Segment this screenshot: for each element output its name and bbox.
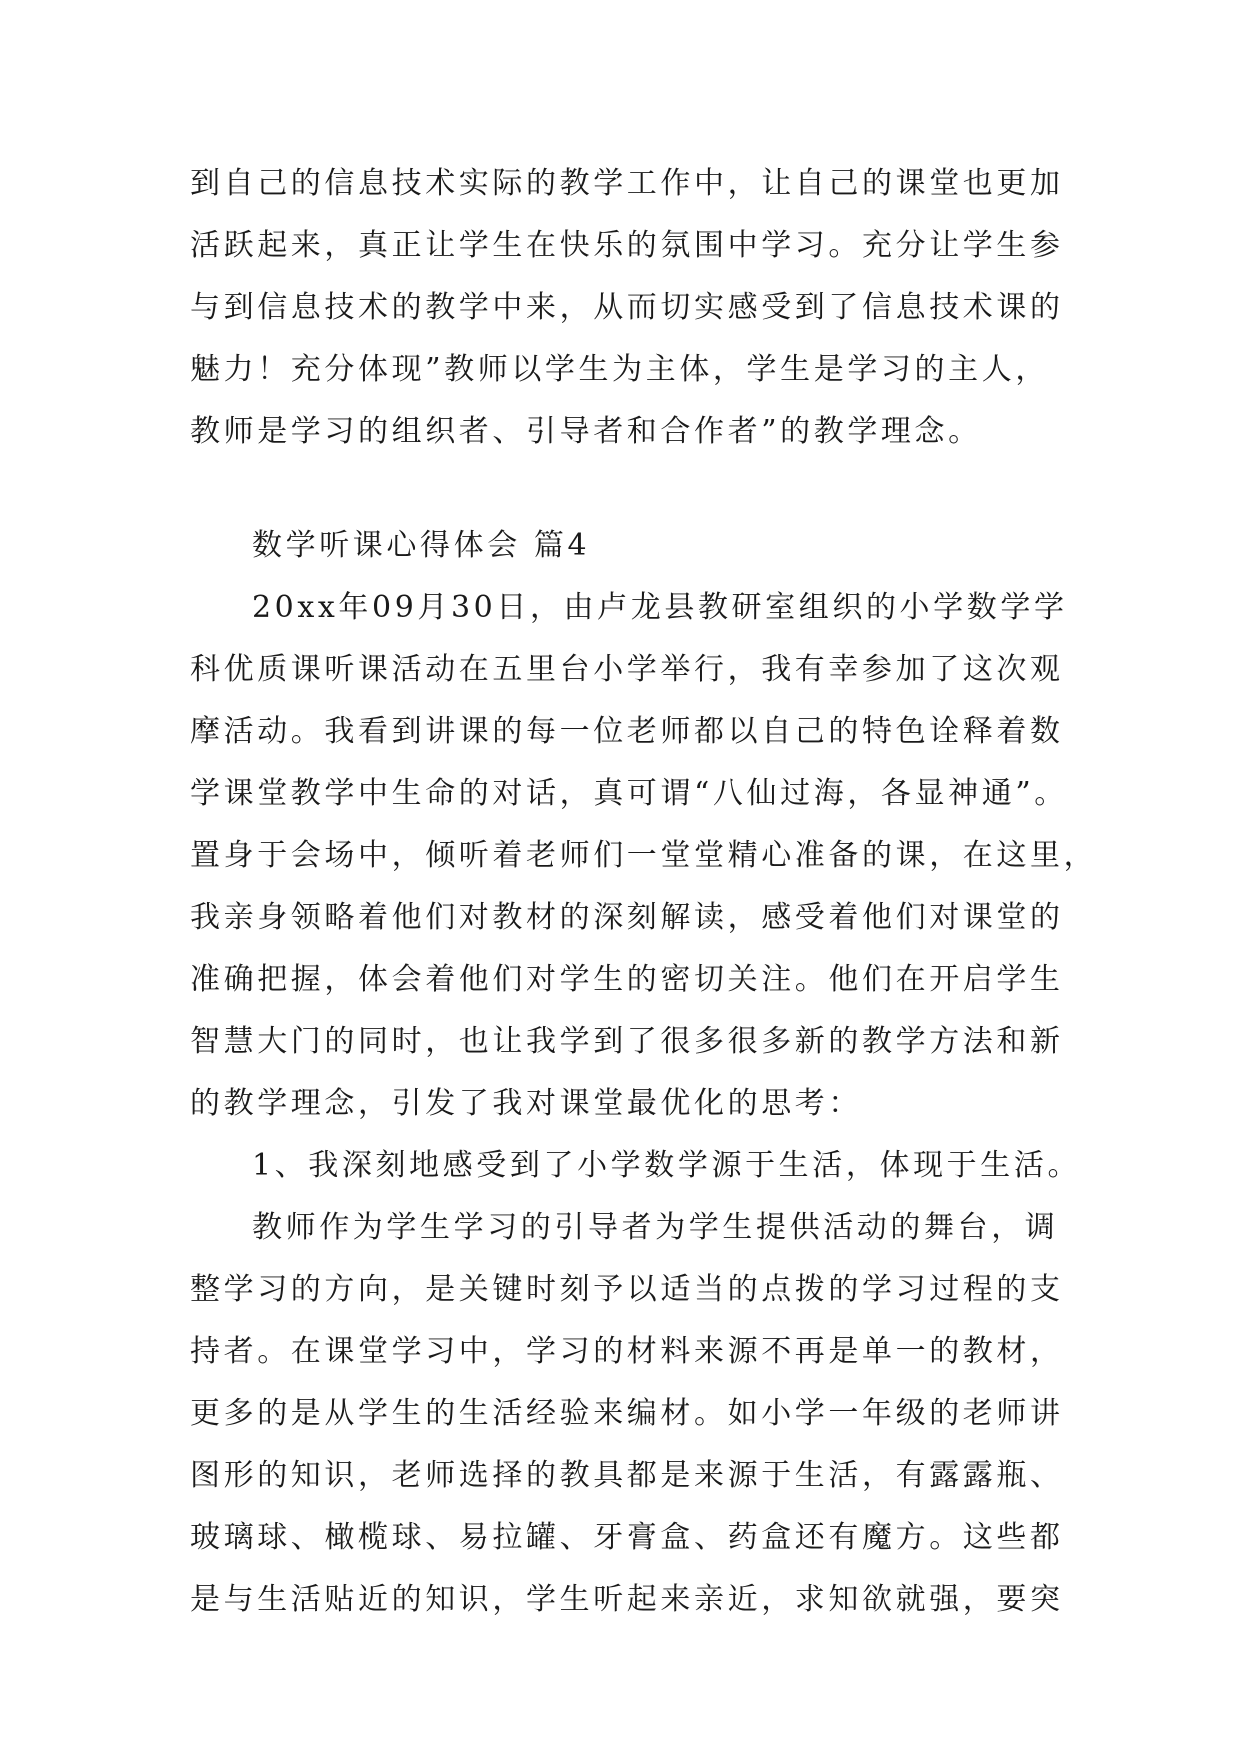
paragraph-line: 准确把握，体会着他们对学生的密切关注。他们在开启学生: [190, 962, 1064, 997]
paragraph-line: 持者。在课堂学习中，学习的材料来源不再是单一的教材，: [190, 1334, 1064, 1369]
paragraph-line: 我亲身领略着他们对教材的深刻解读，感受着他们对课堂的: [190, 900, 1064, 935]
paragraph-line: 的教学理念，引发了我对课堂最优化的思考：: [190, 1086, 862, 1121]
paragraph-line: 摩活动。我看到讲课的每一位老师都以自己的特色诠释着数: [190, 714, 1064, 749]
paragraph-line: 置身于会场中，倾听着老师们一堂堂精心准备的课，在这里，: [190, 838, 1098, 873]
paragraph-line: 20xx年09月30日，由卢龙县教研室组织的小学数学学: [252, 590, 1068, 625]
paragraph-line: 图形的知识，老师选择的教具都是来源于生活，有露露瓶、: [190, 1458, 1064, 1493]
paragraph-line: 更多的是从学生的生活经验来编材。如小学一年级的老师讲: [190, 1396, 1064, 1431]
paragraph-line: 1、我深刻地感受到了小学数学源于生活，体现于生活。: [252, 1148, 1082, 1183]
paragraph-line: 到自己的信息技术实际的教学工作中，让自己的课堂也更加: [190, 166, 1064, 201]
paragraph-line: 活跃起来，真正让学生在快乐的氛围中学习。充分让学生参: [190, 228, 1064, 263]
paragraph-line: 与到信息技术的教学中来，从而切实感受到了信息技术课的: [190, 290, 1064, 325]
paragraph-line: 是与生活贴近的知识，学生听起来亲近，求知欲就强，要突: [190, 1582, 1064, 1617]
paragraph-line: 教师是学习的组织者、引导者和合作者”的教学理念。: [190, 414, 982, 449]
section-heading: 数学听课心得体会 篇4: [252, 528, 591, 563]
paragraph-line: 科优质课听课活动在五里台小学举行，我有幸参加了这次观: [190, 652, 1064, 687]
paragraph-line: 魅力！充分体现”教师以学生为主体，学生是学习的主人，: [190, 352, 1049, 387]
paragraph-line: 玻璃球、橄榄球、易拉罐、牙膏盒、药盒还有魔方。这些都: [190, 1520, 1064, 1555]
paragraph-line: 教师作为学生学习的引导者为学生提供活动的舞台，调: [252, 1210, 1059, 1245]
paragraph-line: 智慧大门的同时，也让我学到了很多很多新的教学方法和新: [190, 1024, 1064, 1059]
paragraph-line: 学课堂教学中生命的对话，真可谓“八仙过海，各显神通”。: [190, 776, 1068, 811]
paragraph-line: 整学习的方向，是关键时刻予以适当的点拨的学习过程的支: [190, 1272, 1064, 1307]
